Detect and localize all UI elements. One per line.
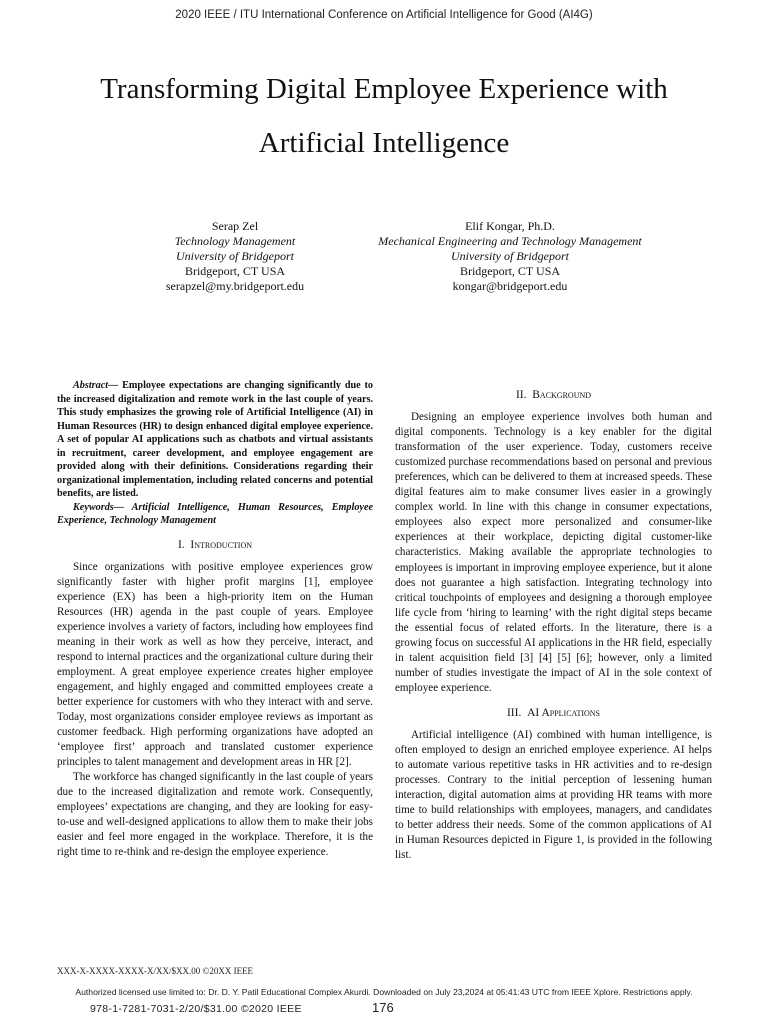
section-title: Background bbox=[532, 389, 592, 401]
abstract bbox=[57, 379, 373, 501]
abstract-lead: Abstract— bbox=[73, 380, 119, 391]
left-column bbox=[57, 379, 373, 860]
author-location: Bridgeport, CT USA bbox=[459, 264, 561, 278]
author-name: Elif Kongar, Ph.D. bbox=[465, 219, 555, 233]
author-email: kongar@bridgeport.edu bbox=[452, 279, 568, 293]
abstract-text: Employee expectations are changing significantly due to the increased digitalization and remote work in the last couple of years. This study emphasizes the growing role of Artificial Intelligence (AI) in Human Resources (HR) to design enhanced digital employee experience. A set of popular AI applications such as chatbots and virtual assistants in recruitment, career development, and employee engagement are provided along with their definitions. Considerations regarding their organizational implementation, including related concerns and potential benefits, are listed. bbox=[57, 380, 373, 499]
section-heading-background bbox=[395, 388, 712, 403]
author-name: Serap Zel bbox=[211, 219, 259, 233]
author-university: University of Bridgeport bbox=[176, 249, 294, 263]
intro-paragraph-1: Since organizations with positive employee experiences grow significantly faster with higher profit margins [1], employee experience (EX) has been a high-priority item on the Human Resources (HR) agenda in the past couple of years. Employee experience involves a variety of factors, including how employees find meaning in their work as well as how they perceive, interact, and respond to internal practices and the organizational culture during their employment. A great employee experience creates higher employee engagement, and highly engaged and committed employees create a better experience for customers with who they interact with and serve. Today, most organizations consider employee reviews as important as customer feedback. High performing organizations have adopted an ‘employee first’ approach and translated customer experience principles to talent management and development areas in HR [2]. bbox=[57, 560, 373, 769]
copyright-placeholder: XXX-X-XXXX-XXXX-X/XX/$XX.00 ©20XX IEEE bbox=[57, 966, 254, 976]
author-university: University of Bridgeport bbox=[451, 249, 569, 263]
keywords: Keywords— Artificial Intelligence, Human Resources, Employee Experience, Technology Management bbox=[57, 501, 373, 526]
section-number: III. bbox=[506, 706, 522, 719]
author-location: Bridgeport, CT USA bbox=[184, 264, 286, 278]
section-heading-introduction bbox=[57, 538, 373, 553]
section-heading-ai-applications bbox=[395, 706, 712, 721]
paper-title-line-2: Artificial Intelligence bbox=[258, 127, 510, 159]
section-title: AI Applications bbox=[527, 706, 601, 719]
paper-title-line-1: Transforming Digital Employee Experience with bbox=[100, 73, 668, 105]
page-number: 176 bbox=[372, 1000, 394, 1015]
author-block-1 bbox=[100, 219, 370, 294]
section-number: II. bbox=[515, 389, 527, 401]
section-title: Introduction bbox=[190, 538, 253, 551]
ai-paragraph-1: Artificial intelligence (AI) combined with human intelligence, is often employed to design an enriched employee experience. AI helps to automate various repetitive tasks in HR activities and to re-design processes. Contrary to the initial perception of lessening human interaction, digital automation aims at providing HR teams with more time to build relationships with employees, managers, and candidates to better address their needs. Some of the common applications of AI in Human Resources depicted in Figure 1, is provided in the following list. bbox=[395, 728, 712, 862]
author-block-2 bbox=[360, 219, 660, 294]
license-notice: Authorized licensed use limited to: Dr. D. Y. Patil Educational Complex Akurdi. Downloaded on July 23,2024 at 05:41:43 UTC from IEEE Xplore. Restrictions apply. bbox=[75, 987, 693, 997]
isbn-line: 978-1-7281-7031-2/20/$31.00 ©2020 IEEE bbox=[90, 1003, 302, 1015]
intro-paragraph-2: The workforce has changed significantly in the last couple of years due to the increased digitalization and remote work. Consequently, employees’ expectations are changing, and they are looking for easy-to-use and well-designed applications to allow them to make their jobs easier and feel more engaged in the workplace. Therefore, it is the right time to re-think and re-design the employee experience. bbox=[57, 771, 373, 859]
author-department: Mechanical Engineering and Technology Management bbox=[378, 234, 642, 248]
section-number: I. bbox=[177, 538, 185, 551]
background-paragraph-1: Designing an employee experience involves both human and digital components. Technology is a key enabler for the digital transformation of the user experience. Today, customers receive customized purchase recommendations based on personal and previous preferences, which can be delivered to them at increased speeds. These digital features aim to make consumer lives easier in a growingly complex world. In line with this change in consumer expectations, employees also expect more personalized and consumer-like experiences at their workplace, depicting digital customer-like characteristics. Making available the appropriate technologies to employees is important in improving employee experience, but it alone does not guarantee a high satisfaction. Integrating technology into critical touchpoints of employees and designing a thorough employee life cycle from ‘hiring to learning’ with the right digital steps became the essential focus of related efforts. In the literature, there is a growing focus on successful AI applications in the HR field, especially in talent acquisition field [3] [4] [5] [6]; however, only a limited number of studies investigate the impact of AI in the sole context of employee experience. bbox=[395, 411, 712, 694]
author-department: Technology Management bbox=[174, 234, 296, 248]
right-column bbox=[395, 388, 712, 863]
conference-header: 2020 IEEE / ITU International Conference on Artificial Intelligence for Good (AI4G) bbox=[175, 9, 593, 21]
author-email: serapzel@my.bridgeport.edu bbox=[165, 279, 305, 293]
